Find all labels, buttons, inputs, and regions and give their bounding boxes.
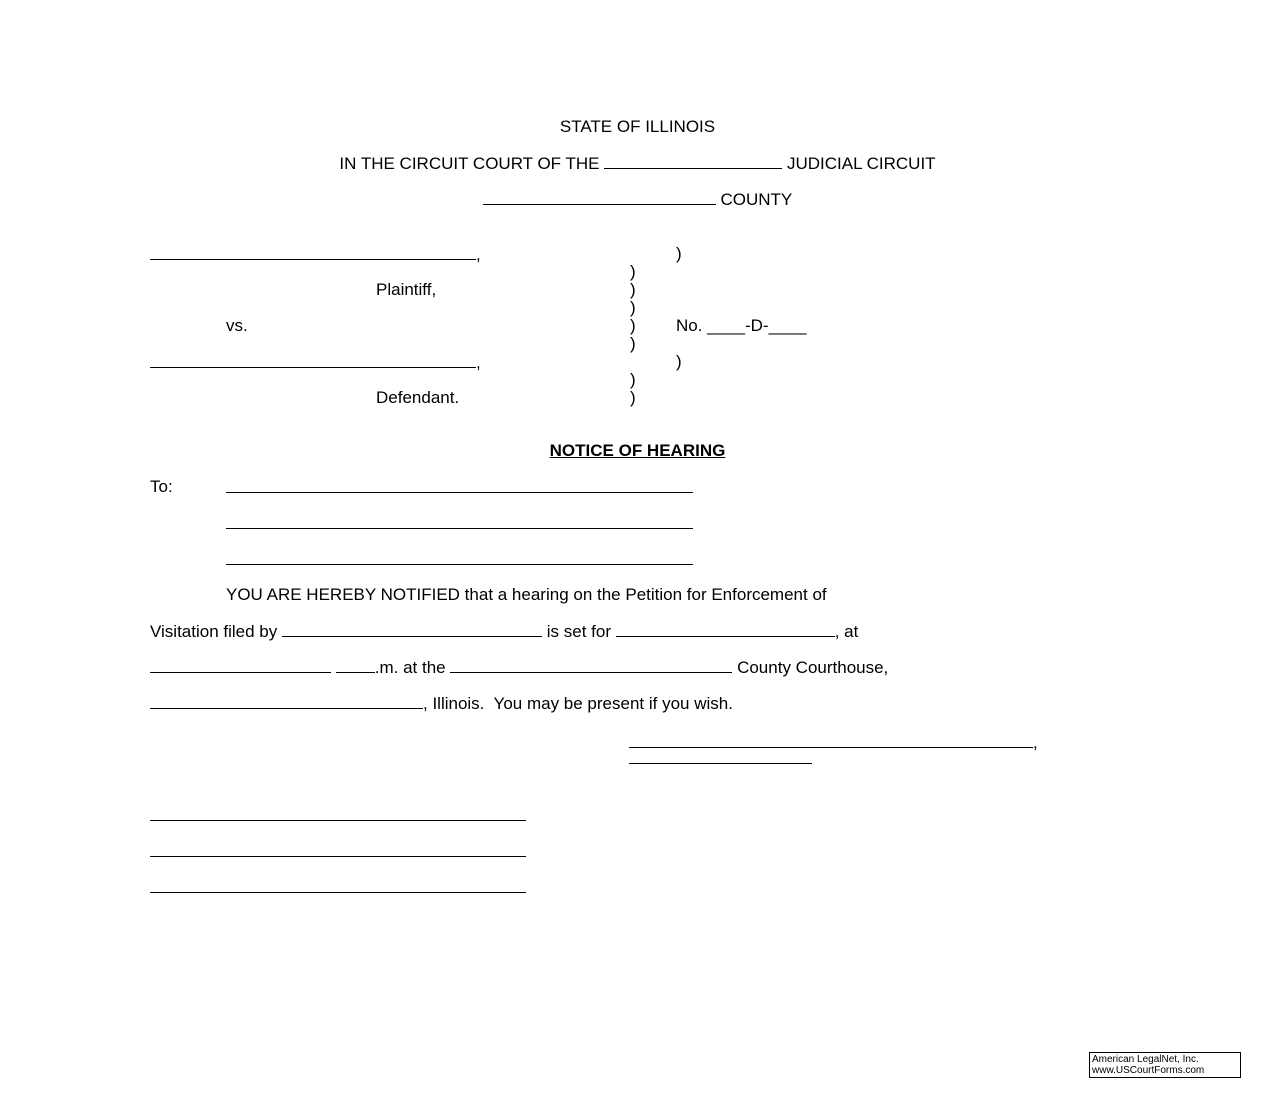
paren: ) xyxy=(630,298,636,317)
notice-title: NOTICE OF HEARING xyxy=(549,441,726,460)
courthouse-county-blank[interactable] xyxy=(450,657,732,673)
publisher-name: American LegalNet, Inc. xyxy=(1092,1054,1199,1065)
city-blank[interactable] xyxy=(150,693,423,709)
paren: ) xyxy=(676,352,682,371)
recipient-blank[interactable] xyxy=(226,549,693,565)
plaintiff-name-blank[interactable] xyxy=(150,244,476,260)
court-heading xyxy=(0,153,1275,174)
text: , at xyxy=(834,622,859,641)
text: Visitation filed by xyxy=(150,622,278,641)
notice-paragraph-line xyxy=(150,621,858,642)
defendant-line xyxy=(150,352,481,373)
publisher-badge xyxy=(1089,1052,1241,1078)
notice-paragraph-line: YOU ARE HEREBY NOTIFIED that a hearing on the Petition for Enforcement of xyxy=(226,585,827,604)
notice-paragraph-line xyxy=(150,693,733,714)
defendant-label: Defendant. xyxy=(376,388,460,407)
case-number[interactable]: No. ____-D-____ xyxy=(676,316,807,335)
plaintiff-line xyxy=(150,244,481,265)
title-blank[interactable] xyxy=(629,748,812,764)
comma: , xyxy=(476,245,481,264)
notice-paragraph-line xyxy=(150,657,888,678)
address-blank[interactable] xyxy=(150,805,526,821)
comma: , xyxy=(1033,733,1038,752)
circuit-blank[interactable] xyxy=(604,153,782,169)
filed-by-blank[interactable] xyxy=(282,621,542,637)
address-blank[interactable] xyxy=(150,841,526,857)
court-suffix: JUDICIAL CIRCUIT xyxy=(786,154,936,173)
address-line xyxy=(150,805,526,826)
comma: , xyxy=(476,353,481,372)
time-blank[interactable] xyxy=(150,657,331,673)
plaintiff-label: Plaintiff, xyxy=(376,280,437,299)
text: is set for xyxy=(546,622,611,641)
text: County Courthouse, xyxy=(737,658,889,677)
to-line-1 xyxy=(226,477,693,498)
title-line xyxy=(629,748,812,769)
county-blank[interactable] xyxy=(483,189,716,205)
recipient-blank[interactable] xyxy=(226,513,693,529)
text: .m. at the xyxy=(374,658,446,677)
paren: ) xyxy=(630,316,636,335)
to-line-2 xyxy=(226,513,693,534)
county-heading xyxy=(0,189,1275,210)
text: , Illinois. You may be present if you wish. xyxy=(423,694,733,713)
am-pm-blank[interactable] xyxy=(336,657,375,673)
defendant-name-blank[interactable] xyxy=(150,352,476,368)
to-line-3 xyxy=(226,549,693,570)
vs-label: vs. xyxy=(226,316,248,335)
address-line xyxy=(150,841,526,862)
to-label: To: xyxy=(150,477,173,496)
address-blank[interactable] xyxy=(150,877,526,893)
paren: ) xyxy=(630,370,636,389)
paren: ) xyxy=(630,280,636,299)
county-label: COUNTY xyxy=(720,190,793,209)
publisher-website: www.USCourtForms.com xyxy=(1092,1065,1205,1076)
court-prefix: IN THE CIRCUIT COURT OF THE xyxy=(339,154,600,173)
paren: ) xyxy=(630,388,636,407)
recipient-blank[interactable] xyxy=(226,477,693,493)
date-blank[interactable] xyxy=(616,621,835,637)
state-heading: STATE OF ILLINOIS xyxy=(559,117,716,136)
signature-blank[interactable] xyxy=(629,732,1033,748)
paren: ) xyxy=(676,244,682,263)
paren: ) xyxy=(630,262,636,281)
paren: ) xyxy=(630,334,636,353)
address-line xyxy=(150,877,526,898)
